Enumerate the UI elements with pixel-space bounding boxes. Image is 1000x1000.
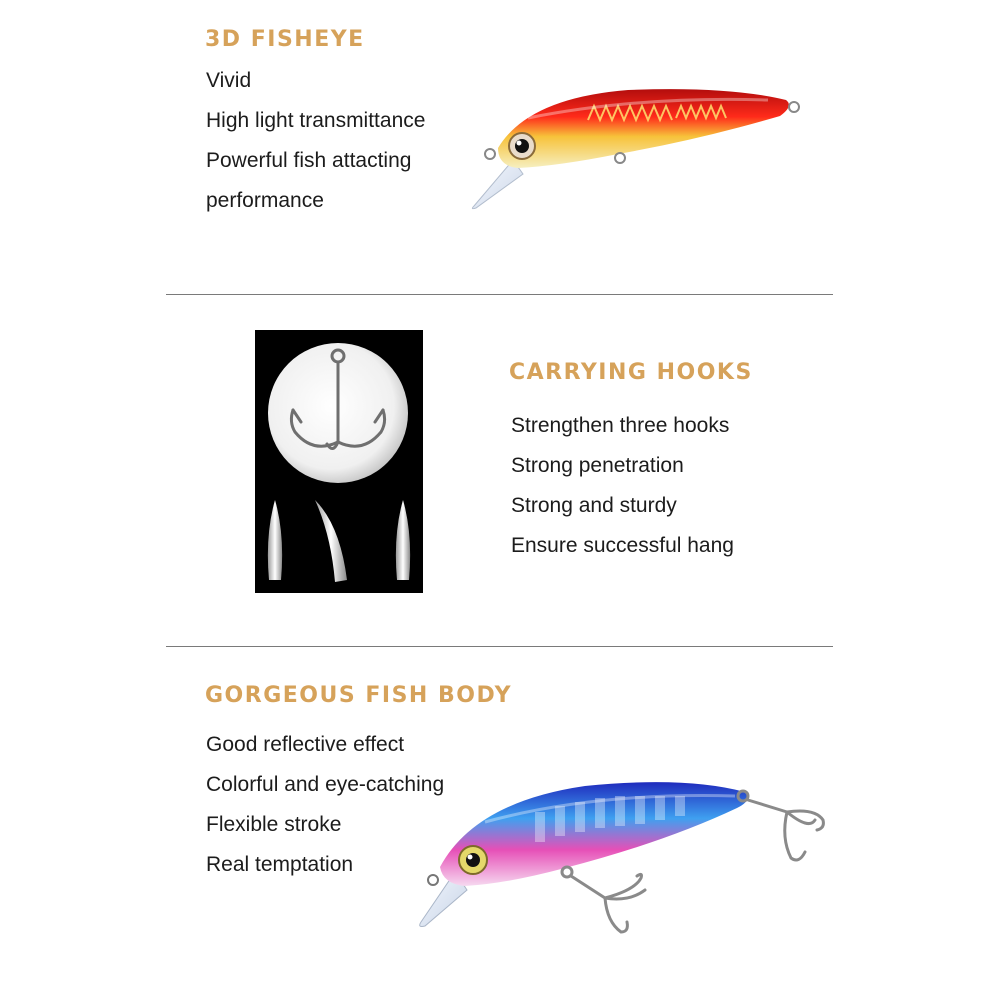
feature-list-carrying-hooks — [511, 406, 734, 566]
feature-item: Strong and sturdy — [511, 494, 677, 517]
red-lure-image — [468, 78, 808, 213]
hook-point-icon — [268, 500, 410, 582]
feature-list-3d-fisheye — [206, 61, 425, 221]
section-divider — [166, 294, 833, 295]
feature-item: Good reflective effect — [206, 733, 405, 756]
section-title-carrying-hooks: CARRYING HOOKS — [509, 360, 753, 385]
feature-item: Flexible stroke — [206, 813, 342, 836]
feature-item: Ensure successful hang — [511, 534, 734, 557]
feature-item: Colorful and eye-catching — [206, 773, 445, 796]
feature-item: performance — [206, 189, 324, 212]
blue-lure-image — [415, 772, 835, 942]
feature-item: Vivid — [206, 69, 252, 92]
section-title-3d-fisheye: 3D FISHEYE — [205, 27, 365, 52]
hook-detail-image — [255, 330, 423, 593]
feature-item: Strong penetration — [511, 454, 684, 477]
feature-item: Strengthen three hooks — [511, 414, 730, 437]
treble-hook-icon — [255, 330, 423, 593]
section-title-gorgeous-fish-body: GORGEOUS FISH BODY — [205, 683, 513, 708]
feature-item: Real temptation — [206, 853, 354, 876]
section-divider — [166, 646, 833, 647]
feature-list-gorgeous-fish-body — [206, 725, 444, 885]
feature-item: High light transmittance — [206, 109, 426, 132]
feature-item: Powerful fish attacting — [206, 149, 412, 172]
